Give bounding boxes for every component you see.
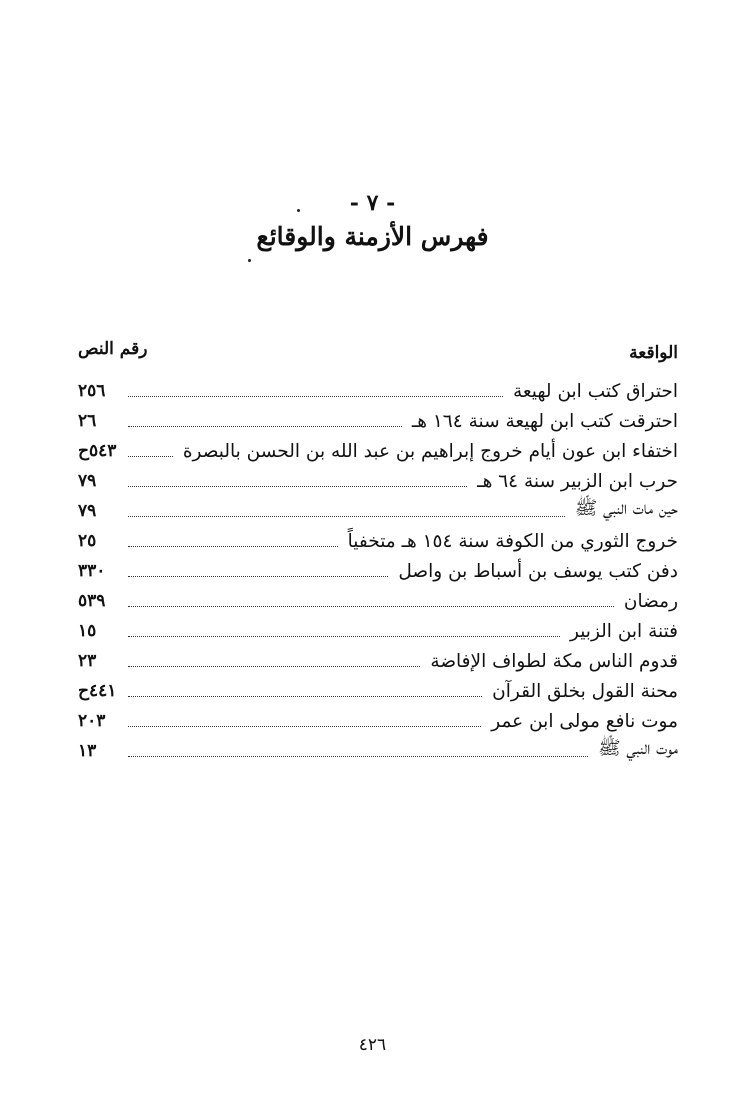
index-row (78, 616, 678, 646)
dot-leader (128, 696, 482, 697)
entry-label: احتراق كتب ابن لهيعة (512, 380, 678, 402)
index-row (78, 556, 678, 586)
index-row (78, 676, 678, 706)
index-row (78, 526, 678, 556)
print-speck (297, 209, 300, 212)
dot-leader (128, 456, 173, 457)
entry-label: قدوم الناس مكة لطواف الإفاضة (430, 650, 678, 672)
dot-leader (128, 636, 560, 637)
entry-reference: ٤٤١ح (78, 681, 117, 701)
dot-leader (128, 576, 388, 577)
dot-leader (128, 726, 481, 727)
index-row (78, 406, 678, 436)
entry-reference: ١٥ (78, 621, 97, 641)
index-list (78, 376, 678, 766)
print-speck (248, 259, 251, 262)
entry-reference: ٧٩ (78, 501, 97, 521)
page-title: فهرس الأزمنة والوقائع (256, 222, 489, 251)
dot-leader (128, 666, 420, 667)
entry-label: حين مات النبي ﷺ (574, 498, 678, 519)
column-header-event: الواقعة (629, 343, 678, 363)
entry-reference: ٥٤٣ح (78, 441, 117, 461)
dot-leader (128, 426, 402, 427)
dot-leader (128, 396, 503, 397)
entry-reference: ٢٣ (78, 651, 97, 671)
entry-reference: ١٣ (78, 741, 97, 761)
entry-label: محنة القول بخلق القرآن (492, 680, 678, 702)
entry-label: رمضان (623, 590, 678, 612)
entry-reference: ٢٠٣ (78, 711, 106, 731)
entry-label: فتنة ابن الزبير (570, 620, 678, 642)
entry-label: حرب ابن الزبير سنة ٦٤ هـ (477, 470, 678, 492)
dot-leader (128, 516, 565, 517)
entry-label: خروج الثوري من الكوفة سنة ١٥٤ هـ متخفياً (347, 530, 678, 552)
index-row (78, 736, 678, 766)
entry-reference: ٧٩ (78, 471, 97, 491)
dot-leader (128, 486, 467, 487)
page-number: ٤٢٦ (358, 1035, 387, 1055)
entry-reference: ٥٣٩ (78, 591, 106, 611)
dot-leader (128, 756, 588, 757)
index-row (78, 646, 678, 676)
dot-leader (128, 606, 614, 607)
entry-reference: ٢٥ (78, 531, 97, 551)
index-row (78, 376, 678, 406)
index-row (78, 436, 678, 466)
entry-label: دفن كتب يوسف بن أسباط بن واصل (398, 560, 678, 582)
entry-label: اختفاء ابن عون أيام خروج إبراهيم بن عبد الله بن الحسن بالبصرة (182, 440, 678, 462)
index-row (78, 586, 678, 616)
column-header-number: رقم النص (78, 339, 148, 359)
entry-label: موت نافع مولى ابن عمر (491, 710, 678, 732)
entry-reference: ٢٥٦ (78, 381, 106, 401)
entry-reference: ٣٣٠ (78, 561, 106, 581)
index-row (78, 496, 678, 526)
chapter-number: - ٧ - (349, 190, 396, 216)
entry-label: احترقت كتب ابن لهيعة سنة ١٦٤ هـ (411, 410, 678, 432)
index-row (78, 466, 678, 496)
entry-label: موت النبي ﷺ (598, 738, 678, 759)
index-row (78, 706, 678, 736)
dot-leader (128, 546, 338, 547)
entry-reference: ٢٦ (78, 411, 97, 431)
